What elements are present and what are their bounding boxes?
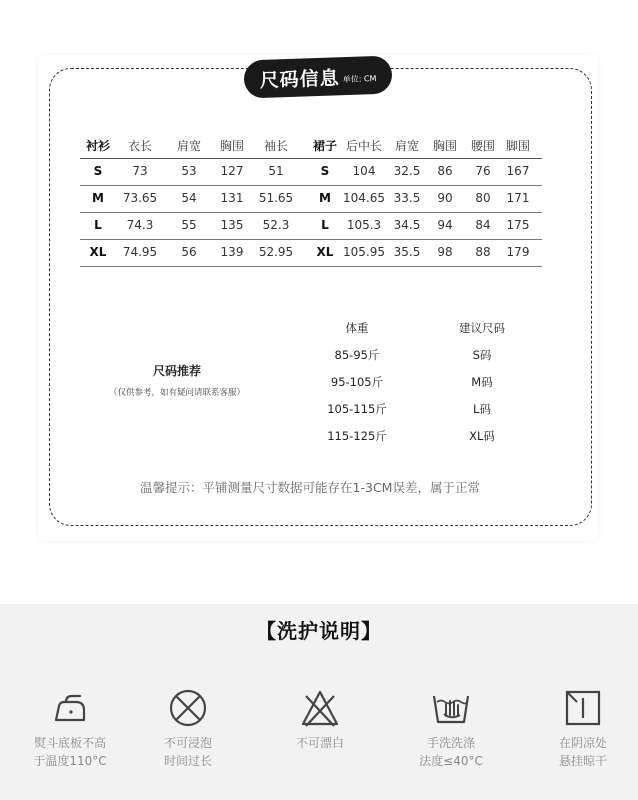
size-cell: 35.5	[393, 245, 421, 259]
size-cell: 53	[181, 164, 197, 178]
care-item-text-line2: 悬挂晾干	[558, 754, 607, 768]
size-value: S码	[472, 348, 492, 362]
size-cell: 腰围	[470, 139, 496, 153]
size-cell: M	[319, 191, 331, 205]
care-item-text-line2: 于温度110°C	[33, 754, 107, 768]
weight-value: 85-95斤	[334, 348, 380, 362]
care-item-text-line2: 法度≤40°C	[419, 754, 483, 768]
size-cell: XL	[89, 245, 107, 259]
size-value: L码	[473, 402, 491, 416]
size-cell: 105.3	[346, 218, 382, 232]
size-cell: S	[320, 164, 330, 178]
size-cell: 52.3	[262, 218, 290, 232]
size-cell: 88	[475, 245, 491, 259]
weight-value: 115-125斤	[327, 429, 387, 443]
size-cell: 84	[475, 218, 491, 232]
size-cell: 171	[506, 191, 530, 205]
size-cell: 54	[181, 191, 197, 205]
size-cell: 90	[437, 191, 453, 205]
size-table	[80, 132, 542, 267]
size-cell: 55	[181, 218, 197, 232]
care-item-text-line1: 不可浸泡	[163, 736, 212, 750]
size-cell: 脚围	[505, 139, 531, 153]
size-cell: 73	[132, 164, 148, 178]
size-cell: 76	[475, 164, 491, 178]
size-table-row	[80, 213, 542, 240]
weight-header: 体重	[345, 321, 369, 335]
size-cell: XL	[316, 245, 334, 259]
recommendation-note: （仅供参考，如有疑问请联系客服）	[108, 388, 246, 398]
hand-wash-icon	[431, 688, 471, 728]
size-cell: 肩宽	[394, 139, 420, 153]
size-cell: 51	[268, 164, 284, 178]
care-item-shade-dry	[523, 688, 638, 770]
size-cell: 衣长	[127, 139, 153, 153]
recommendation-title: 尺码推荐	[152, 364, 202, 378]
size-info-title: 尺码信息	[259, 66, 341, 92]
size-cell: 135	[220, 218, 244, 232]
size-cell: 94	[437, 218, 453, 232]
care-item-text-line1: 不可漂白	[295, 736, 344, 750]
size-cell: 80	[475, 191, 491, 205]
size-table-header	[80, 132, 542, 159]
care-item-text-line1: 熨斗底板不高	[33, 736, 106, 750]
size-table-row	[80, 186, 542, 213]
size-cell: M	[92, 191, 104, 205]
weight-value: 105-115斤	[327, 402, 387, 416]
care-title: 【洗护说明】	[256, 619, 382, 643]
size-cell: S	[93, 164, 103, 178]
size-cell: 127	[220, 164, 244, 178]
care-item-text-line1: 在阴凉处	[558, 736, 607, 750]
care-item-hand-wash	[391, 688, 511, 770]
size-cell: 131	[220, 191, 244, 205]
size-cell: 肩宽	[176, 139, 202, 153]
size-cell: 105.95	[343, 245, 385, 259]
size-info-title-badge	[243, 55, 392, 98]
size-cell: 98	[437, 245, 453, 259]
size-cell: 裙子	[312, 139, 338, 153]
size-cell: 32.5	[393, 164, 421, 178]
care-item-text-line1: 手洗洗涤	[426, 736, 475, 750]
size-cell: 167	[506, 164, 530, 178]
weight-value: 95-105斤	[330, 375, 384, 389]
size-cell: 104	[352, 164, 376, 178]
size-cell: 胸围	[219, 139, 245, 153]
care-item-text-line2: 时间过长	[163, 754, 212, 768]
size-cell: 56	[181, 245, 197, 259]
size-cell: 袖长	[263, 139, 289, 153]
size-cell: 74.95	[122, 245, 158, 259]
size-cell: 86	[437, 164, 453, 178]
care-item-iron	[10, 688, 130, 770]
care-item-no-bleach	[260, 688, 380, 752]
size-cell: L	[94, 218, 102, 232]
size-info-unit: 单位: CM	[342, 73, 377, 85]
size-cell: 175	[506, 218, 530, 232]
size-cell: 73.65	[122, 191, 158, 205]
measurement-tip: 温馨提示：平铺测量尺寸数据可能存在1-3CM误差，属于正常	[140, 480, 480, 495]
size-value: M码	[471, 375, 493, 389]
care-item-no-soak	[128, 688, 248, 770]
size-cell: 33.5	[393, 191, 421, 205]
no-bleach-icon	[300, 688, 340, 728]
shade-dry-icon	[563, 688, 603, 728]
size-cell: 74.3	[126, 218, 154, 232]
size-value: XL码	[469, 429, 495, 443]
size-cell: 衬衫	[85, 139, 111, 153]
size-cell: 104.65	[343, 191, 385, 205]
size-cell: 后中长	[345, 139, 383, 153]
no-soak-icon	[168, 688, 208, 728]
size-cell: 胸围	[432, 139, 458, 153]
size-cell: L	[321, 218, 329, 232]
size-cell: 139	[220, 245, 244, 259]
size-cell: 34.5	[393, 218, 421, 232]
size-table-row	[80, 240, 542, 267]
size-header: 建议尺码	[459, 321, 505, 335]
size-table-row	[80, 159, 542, 186]
size-cell: 51.65	[258, 191, 294, 205]
iron-icon	[50, 688, 90, 728]
size-cell: 179	[506, 245, 530, 259]
size-cell: 52.95	[258, 245, 294, 259]
